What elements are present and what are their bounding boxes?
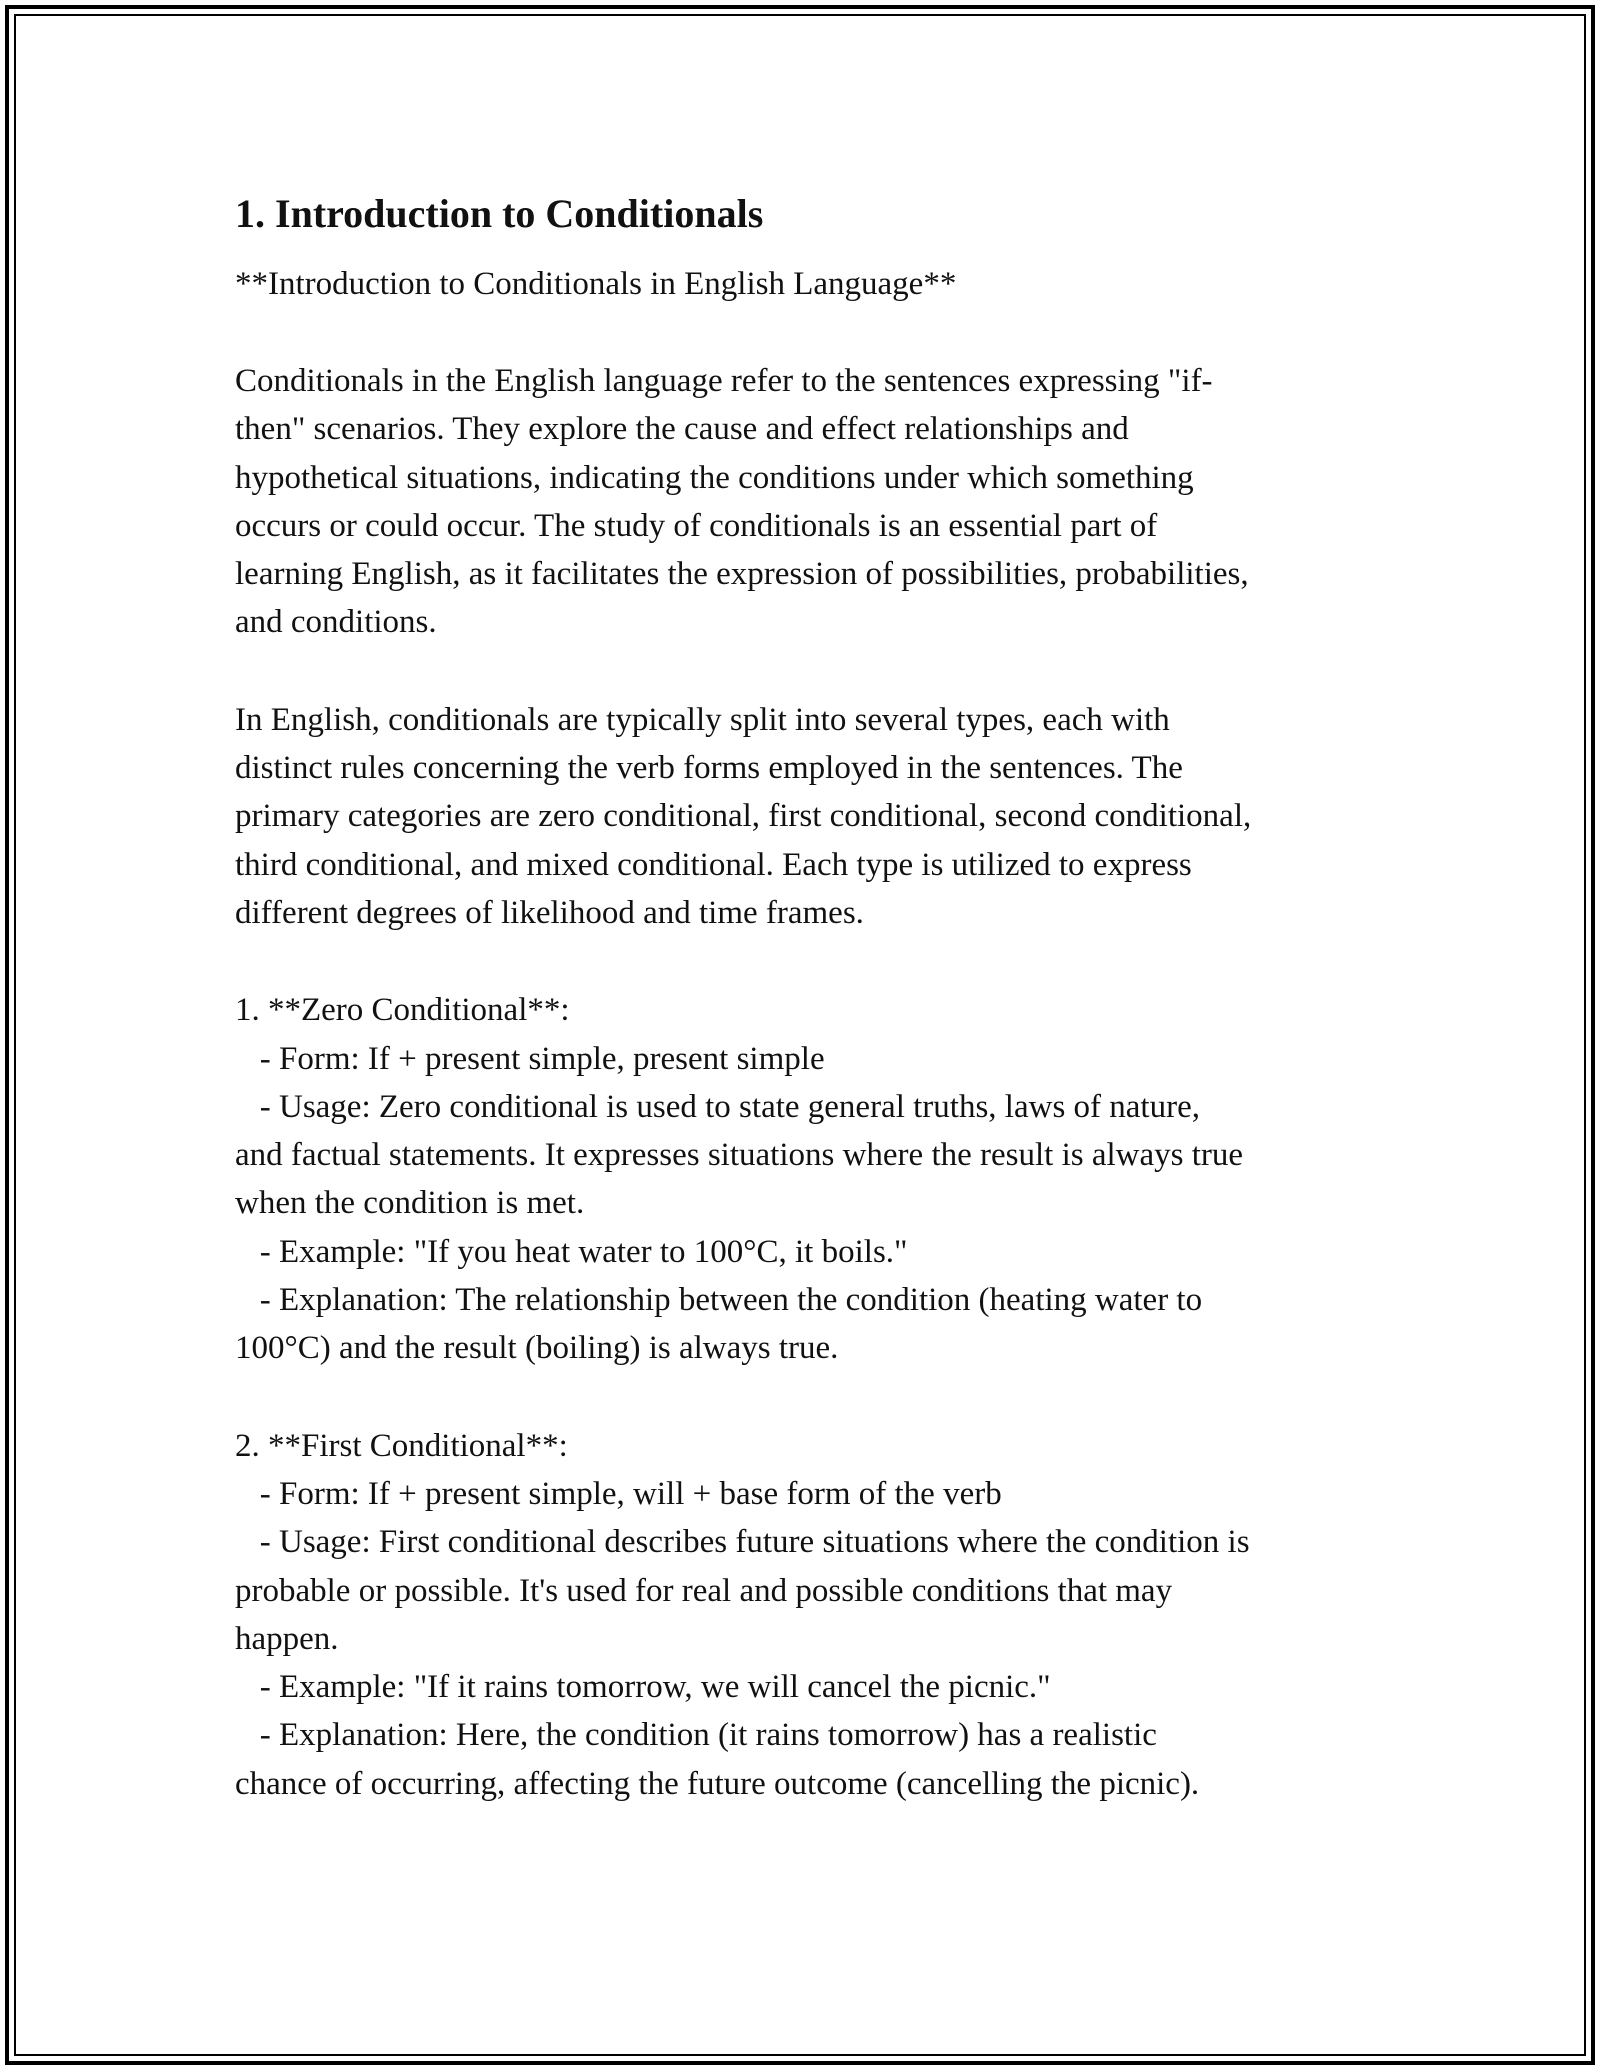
text-line: - Usage: First conditional describes future situations where the condition is [235,1524,1250,1561]
text-line: - Example: "If you heat water to 100°C, it boils." [235,1233,908,1270]
text-line: when the condition is met. [235,1185,585,1222]
text-line: 2. **First Conditional**: [235,1427,568,1464]
text-line: 100°C) and the result (boiling) is always true. [235,1330,839,1367]
text-line: and factual statements. It expresses situations where the result is always true [235,1137,1244,1174]
text-line: learning English, as it facilitates the expression of possibilities, probabilities, [235,556,1249,593]
text-line: and conditions. [235,604,437,641]
section-heading: 1. Introduction to Conditionals [235,191,764,236]
text-line: probable or possible. It's used for real and possible conditions that may [235,1572,1173,1609]
text-line: different degrees of likelihood and time frames. [235,894,864,931]
text-line: Conditionals in the English language refer to the sentences expressing "if- [235,363,1213,399]
paragraph-zero-conditional [235,986,1375,1372]
text-line: In English, conditionals are typically split into several types, each with [235,701,1170,738]
text-line: - Example: "If it rains tomorrow, we will cancel the picnic." [235,1669,1051,1706]
text-line: distinct rules concerning the verb forms employed in the sentences. The [235,750,1183,787]
text-line: - Form: If + present simple, will + base form of the verb [235,1475,1002,1512]
text-line: chance of occurring, affecting the future outcome (cancelling the picnic). [235,1765,1200,1802]
document-body [235,188,1375,1808]
text-line: - Explanation: The relationship between the condition (heating water to [235,1282,1203,1319]
paragraph-first-conditional [235,1422,1375,1808]
text-line: 1. **Zero Conditional**: [235,992,570,1029]
document-subtitle: **Introduction to Conditionals in English Language** [235,266,957,302]
paragraph-intro [235,357,1375,647]
text-line: hypothetical situations, indicating the conditions under which something [235,459,1194,496]
text-line: occurs or could occur. The study of conditionals is an essential part of [235,507,1158,544]
text-line: - Explanation: Here, the condition (it rains tomorrow) has a realistic [235,1717,1157,1754]
text-line: - Usage: Zero conditional is used to state general truths, laws of nature, [235,1088,1200,1125]
text-line: then" scenarios. They explore the cause and effect relationships and [235,411,1129,448]
paragraph-types [235,696,1375,937]
text-line: happen. [235,1620,339,1657]
text-line: primary categories are zero conditional, first conditional, second conditional, [235,798,1252,835]
text-line: third conditional, and mixed conditional. Each type is utilized to express [235,846,1192,883]
text-line: - Form: If + present simple, present simple [235,1040,825,1077]
